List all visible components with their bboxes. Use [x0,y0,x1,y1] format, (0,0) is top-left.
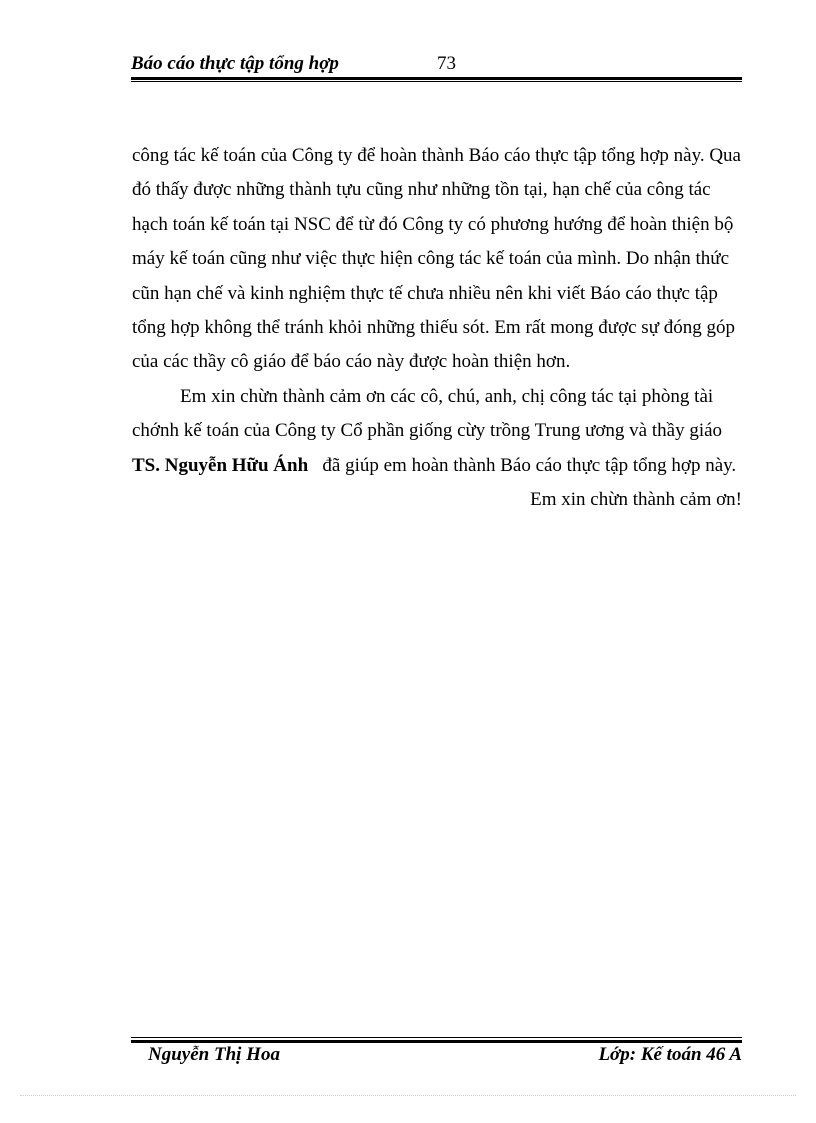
header-rule-thin [131,81,742,82]
thanks-line: đã giúp em hoàn thành Báo cáo thực tập tổng hợp này. [322,454,737,476]
page-edge-divider [20,1095,796,1096]
body-line: tổng hợp không thể tránh khỏi những thiếu sót. Em rất mong được sự đóng góp [132,317,735,339]
body-line: đó thấy được những thành tựu cũng như những tồn tại, hạn chế của công tác [132,179,711,201]
page-footer [148,1044,742,1070]
body-line: máy kế toán cũng như việc thực hiện công tác kế toán của mình. Do nhận thức [132,248,730,270]
header-title: Báo cáo thực tập tổng hợp [131,53,339,74]
body-line: cũn hạn chế và kinh nghiệm thực tế chưa nhiều nên khi viết Báo cáo thực tập [132,282,718,304]
body-line: hạch toán kế toán tại NSC để từ đó Công ty có phương hướng để hoàn thiện bộ [132,213,734,235]
body-line: công tác kế toán của Công ty để hoàn thành Báo cáo thực tập tổng hợp này. Qua [132,145,741,166]
footer-class: Lớp: Kế toán 46 A [598,1044,742,1065]
footer-rule-thin [131,1037,742,1038]
body-line: của các thầy cô giáo để báo cáo này được hoàn thiện hơn. [132,351,571,373]
footer-rule-thick [131,1040,742,1043]
paragraph-thanks [132,380,742,483]
thanks-line: Em xin chừn thành cảm ơn các cô, chú, anh, chị công tác tại phòng tài [180,385,714,407]
closing-line: Em xin chừn thành cảm ơn! [530,489,742,511]
page-header [131,51,742,77]
advisor-name: TS. Nguyễn Hữu Ánh [132,454,309,476]
thanks-line: chớnh kế toán của Công ty Cổ phần giống cừy trồng Trung ương và thầy giáo [132,420,723,442]
footer-author: Nguyễn Thị Hoa [148,1044,280,1065]
paragraph-conclusion [132,139,742,380]
header-rule-thick [131,77,742,80]
body-text [132,139,742,517]
page-number: 73 [437,53,456,74]
